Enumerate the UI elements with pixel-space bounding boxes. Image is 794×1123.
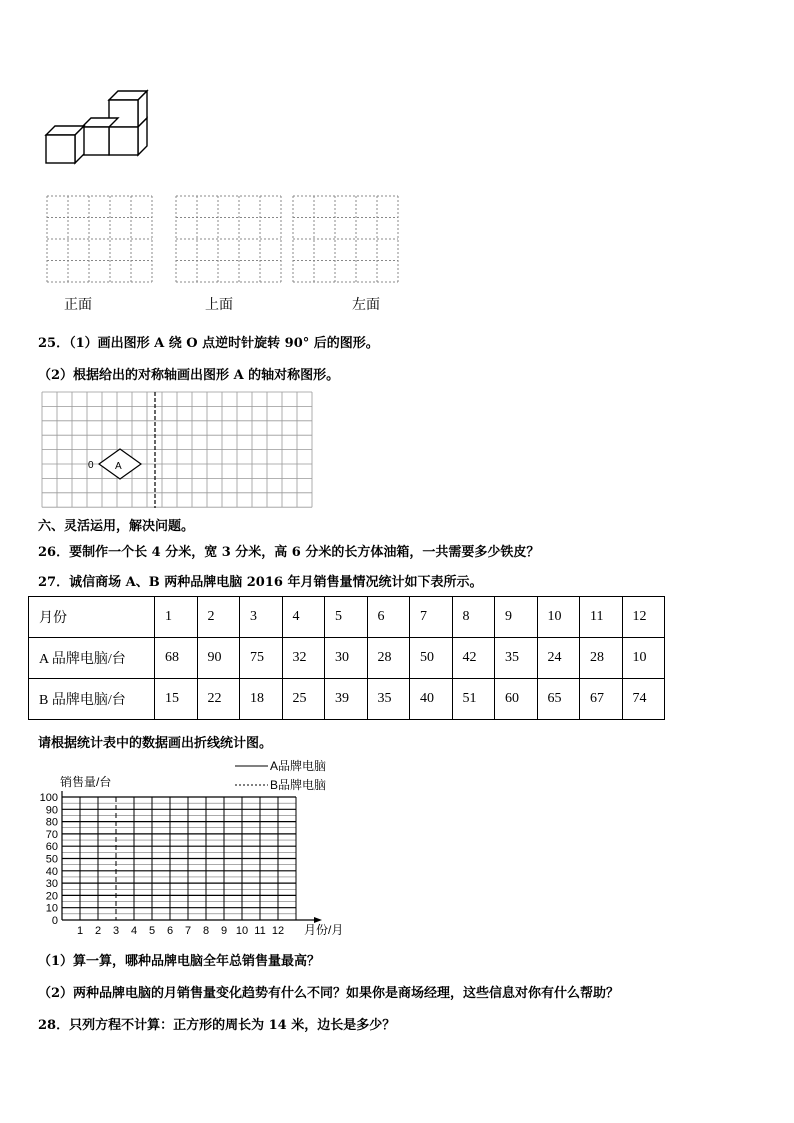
table-cell: 2 xyxy=(197,597,240,638)
x-tick-label: 6 xyxy=(166,925,174,937)
front-view-grid[interactable] xyxy=(46,195,158,285)
table-cell: 28 xyxy=(580,638,623,679)
table-cell: 10 xyxy=(537,597,580,638)
q27-intro: 27．诚信商场 A、B 两种品牌电脑 2016 年月销售量情况统计如下表所示。 xyxy=(38,575,483,590)
top-view-grid[interactable] xyxy=(175,195,283,285)
x-axis-label: 月份/月 xyxy=(304,923,344,937)
y-tick-label: 70 xyxy=(45,828,58,841)
y-tick-label: 0 xyxy=(51,915,58,927)
table-cell: 11 xyxy=(580,597,623,638)
y-axis-label: 销售量/台 xyxy=(60,775,112,789)
table-cell: 25 xyxy=(282,679,325,720)
q27-sub1: （1）算一算，哪种品牌电脑全年总销售量最高？ xyxy=(38,954,321,969)
x-tick-label: 1 xyxy=(76,925,84,937)
table-cell: 月份 xyxy=(29,597,155,638)
table-cell: 35 xyxy=(367,679,410,720)
y-tick-label: 100 xyxy=(39,792,58,804)
shape-a-label: A xyxy=(115,461,122,472)
table-cell: 3 xyxy=(240,597,283,638)
sales-table xyxy=(28,596,665,720)
top-view-label: 上面 xyxy=(205,297,233,313)
transform-grid[interactable] xyxy=(40,390,315,510)
table-cell: 12 xyxy=(622,597,665,638)
x-tick-label: 11 xyxy=(254,925,266,937)
table-cell: 5 xyxy=(325,597,368,638)
q27-instruction: 请根据统计表中的数据画出折线统计图。 xyxy=(38,736,273,751)
x-tick-label: 12 xyxy=(271,925,285,937)
y-tick-label: 50 xyxy=(45,853,58,866)
table-cell: 9 xyxy=(495,597,538,638)
table-cell: 24 xyxy=(537,638,580,679)
y-tick-label: 20 xyxy=(45,890,58,903)
table-cell: 65 xyxy=(537,679,580,720)
table-cell: 50 xyxy=(410,638,453,679)
left-view-grid[interactable] xyxy=(292,195,400,285)
table-cell: 15 xyxy=(155,679,198,720)
q26: 26．要制作一个长 4 分米，宽 3 分米，高 6 分米的长方体油箱，一共需要多少铁皮？ xyxy=(38,545,540,560)
q28: 28．只列方程不计算：正方形的周长为 14 米，边长是多少？ xyxy=(38,1018,396,1033)
x-tick-label: 9 xyxy=(220,925,228,937)
table-cell: 22 xyxy=(197,679,240,720)
table-cell: B 品牌电脑/台 xyxy=(29,679,155,720)
table-cell: 7 xyxy=(410,597,453,638)
y-tick-label: 30 xyxy=(45,878,58,891)
x-tick-label: 10 xyxy=(235,925,249,937)
x-tick-label: 8 xyxy=(202,925,210,937)
table-cell: 68 xyxy=(155,638,198,679)
y-tick-label: 80 xyxy=(45,816,58,829)
table-cell: 39 xyxy=(325,679,368,720)
x-tick-label: 2 xyxy=(94,925,102,937)
table-row xyxy=(29,679,665,720)
table-cell: 1 xyxy=(155,597,198,638)
table-cell: 10 xyxy=(622,638,665,679)
line-chart[interactable] xyxy=(30,752,350,942)
table-row xyxy=(29,597,665,638)
front-view-label: 正面 xyxy=(64,297,92,313)
left-view-label: 左面 xyxy=(352,297,380,313)
table-row xyxy=(29,638,665,679)
x-tick-label: 5 xyxy=(148,925,156,937)
table-cell: 35 xyxy=(495,638,538,679)
table-cell: 32 xyxy=(282,638,325,679)
table-cell: 74 xyxy=(622,679,665,720)
x-tick-label: 4 xyxy=(130,925,138,937)
legend-entry-a: A品牌电脑 xyxy=(270,759,327,773)
table-cell: 8 xyxy=(452,597,495,638)
cube-figure xyxy=(40,88,152,168)
y-tick-label: 60 xyxy=(45,841,58,854)
table-cell: 90 xyxy=(197,638,240,679)
y-tick-label: 10 xyxy=(45,902,58,915)
point-o-label: 0 xyxy=(88,460,94,471)
table-cell: 67 xyxy=(580,679,623,720)
table-cell: 30 xyxy=(325,638,368,679)
q27-sub2: （2）两种品牌电脑的月销售量变化趋势有什么不同？如果你是商场经理，这些信息对你有什么帮助？ xyxy=(38,986,620,1001)
table-cell: 40 xyxy=(410,679,453,720)
table-cell: 60 xyxy=(495,679,538,720)
y-tick-label: 40 xyxy=(45,865,58,878)
table-cell: 4 xyxy=(282,597,325,638)
table-cell: 6 xyxy=(367,597,410,638)
section-six-heading: 六、灵活运用，解决问题。 xyxy=(38,519,195,534)
x-tick-label: 7 xyxy=(184,925,192,937)
table-cell: 18 xyxy=(240,679,283,720)
x-tick-label: 3 xyxy=(112,925,120,937)
table-cell: A 品牌电脑/台 xyxy=(29,638,155,679)
q25-part2: （2）根据给出的对称轴画出图形 A 的轴对称图形。 xyxy=(38,368,340,383)
q25-part1: 25．（1）画出图形 A 绕 O 点逆时针旋转 90° 后的图形。 xyxy=(38,336,379,351)
y-tick-label: 90 xyxy=(45,804,58,817)
table-cell: 28 xyxy=(367,638,410,679)
table-cell: 75 xyxy=(240,638,283,679)
legend-entry-b: B品牌电脑 xyxy=(270,778,327,792)
table-cell: 42 xyxy=(452,638,495,679)
table-cell: 51 xyxy=(452,679,495,720)
